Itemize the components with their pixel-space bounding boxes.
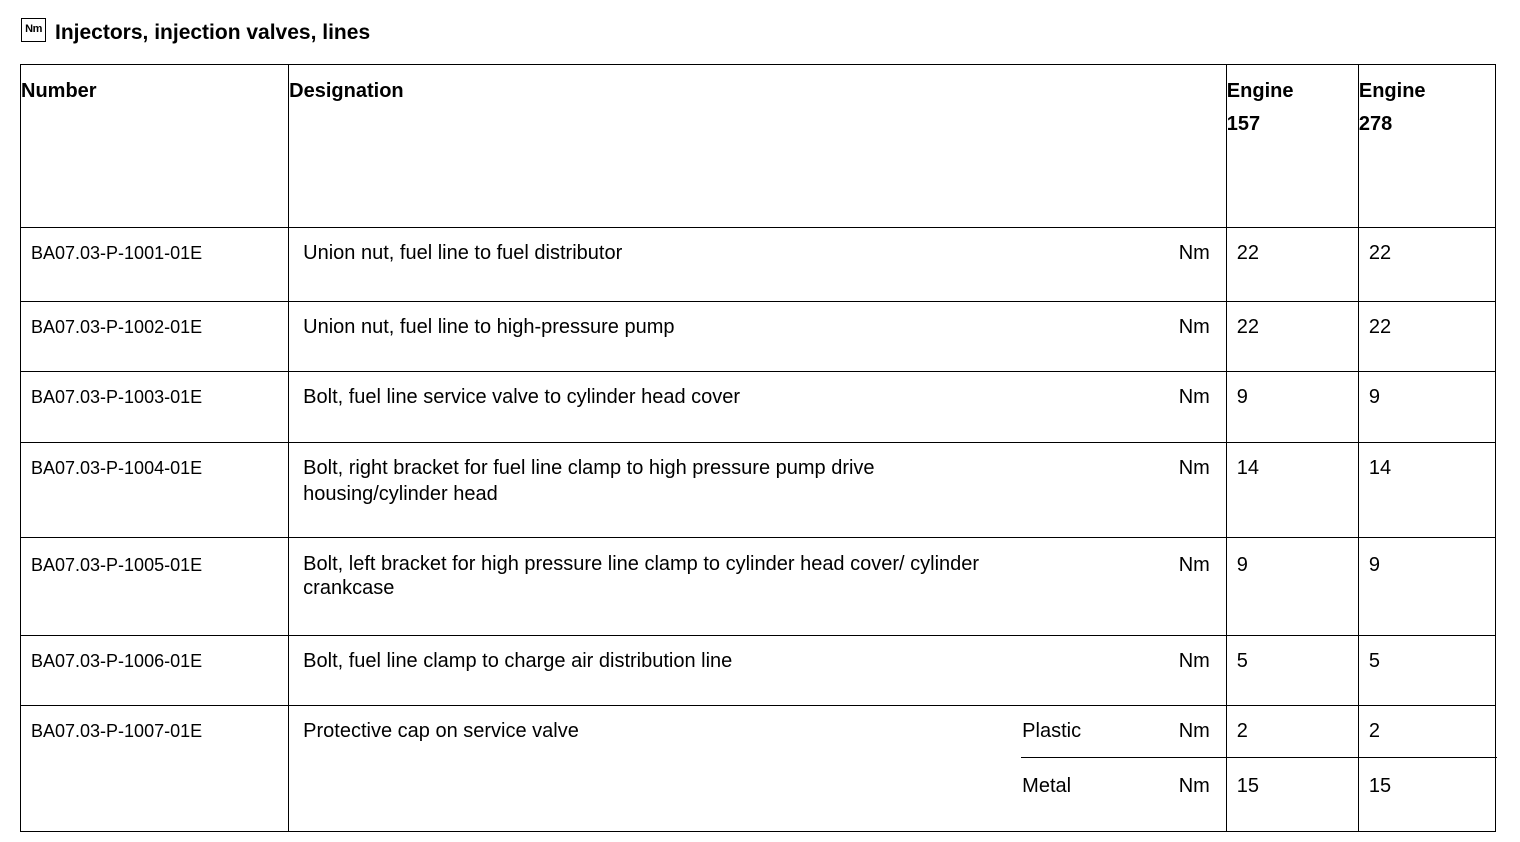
unit-label: Nm xyxy=(1178,775,1210,797)
cell-designation: Protective cap on service valve Plastic Nm Metal Nm xyxy=(289,706,1227,832)
cell-engine-157: 2 15 xyxy=(1226,706,1358,832)
cell-engine-278: 2 15 xyxy=(1358,706,1495,832)
cell-engine-157: 22 xyxy=(1226,302,1358,372)
unit-label: Nm xyxy=(1178,316,1210,338)
unit-label: Nm xyxy=(1178,457,1210,479)
cell-engine-278: 5 xyxy=(1358,636,1495,706)
unit-label: Nm xyxy=(1178,242,1210,264)
section-title: Injectors, injection valves, lines xyxy=(55,21,371,44)
table-row xyxy=(21,302,1496,372)
cell-number: BA07.03-P-1003-01E xyxy=(21,372,289,443)
material-metal-label: Metal xyxy=(1022,775,1072,797)
cell-engine-278: 14 xyxy=(1358,443,1495,538)
cell-engine-157: 5 xyxy=(1226,636,1358,706)
material-plastic-label: Plastic xyxy=(1022,720,1082,742)
table-row xyxy=(21,228,1496,302)
engine-157-label: Engine xyxy=(1226,80,1294,102)
cell-number: BA07.03-P-1001-01E xyxy=(21,228,289,302)
column-header-engine-157 xyxy=(1226,65,1358,228)
column-header-number: Number xyxy=(21,65,289,228)
cell-engine-157: 14 xyxy=(1226,443,1358,538)
column-header-designation: Designation xyxy=(289,65,1227,228)
torque-spec-table xyxy=(20,64,1496,832)
column-header-engine-278 xyxy=(1358,65,1495,228)
section-header xyxy=(21,18,370,48)
cell-number: BA07.03-P-1004-01E xyxy=(21,443,289,538)
torque-nm-icon: Nm xyxy=(21,18,46,42)
engine-278-number: 278 xyxy=(1358,113,1393,135)
cell-engine-278: 9 xyxy=(1358,538,1495,636)
cell-engine-157: 9 xyxy=(1226,372,1358,443)
engine-278-label: Engine xyxy=(1358,80,1426,102)
table-row xyxy=(21,372,1496,443)
cell-designation: Union nut, fuel line to fuel distributor Nm xyxy=(289,228,1227,302)
cell-designation: Union nut, fuel line to high-pressure pump Nm xyxy=(289,302,1227,372)
cell-number: BA07.03-P-1002-01E xyxy=(21,302,289,372)
cell-engine-278: 22 xyxy=(1358,228,1495,302)
cell-number: BA07.03-P-1005-01E xyxy=(21,538,289,636)
cell-designation: Bolt, left bracket for high pressure line clamp to cylinder head cover/ cylinder crankcase Nm xyxy=(289,538,1227,636)
table-row xyxy=(21,706,1496,832)
variant-divider xyxy=(1357,757,1497,758)
unit-label: Nm xyxy=(1178,386,1210,408)
variant-divider xyxy=(1225,757,1360,758)
cell-designation: Bolt, fuel line clamp to charge air distribution line Nm xyxy=(289,636,1227,706)
cell-engine-157: 22 xyxy=(1226,228,1358,302)
cell-number: BA07.03-P-1006-01E xyxy=(21,636,289,706)
unit-label: Nm xyxy=(1178,720,1210,742)
unit-label: Nm xyxy=(1178,554,1210,576)
table-header-row xyxy=(21,65,1496,228)
variant-divider xyxy=(1021,757,1228,758)
cell-designation: Bolt, fuel line service valve to cylinder head cover Nm xyxy=(289,372,1227,443)
table-row xyxy=(21,636,1496,706)
cell-designation: Bolt, right bracket for fuel line clamp to high pressure pump drive housing/cylinder head Nm xyxy=(289,443,1227,538)
unit-label: Nm xyxy=(1178,650,1210,672)
table-row xyxy=(21,538,1496,636)
engine-157-number: 157 xyxy=(1226,113,1261,135)
cell-engine-278: 9 xyxy=(1358,372,1495,443)
cell-engine-278: 22 xyxy=(1358,302,1495,372)
cell-engine-157: 9 xyxy=(1226,538,1358,636)
cell-number: BA07.03-P-1007-01E xyxy=(21,706,289,832)
table-row xyxy=(21,443,1496,538)
